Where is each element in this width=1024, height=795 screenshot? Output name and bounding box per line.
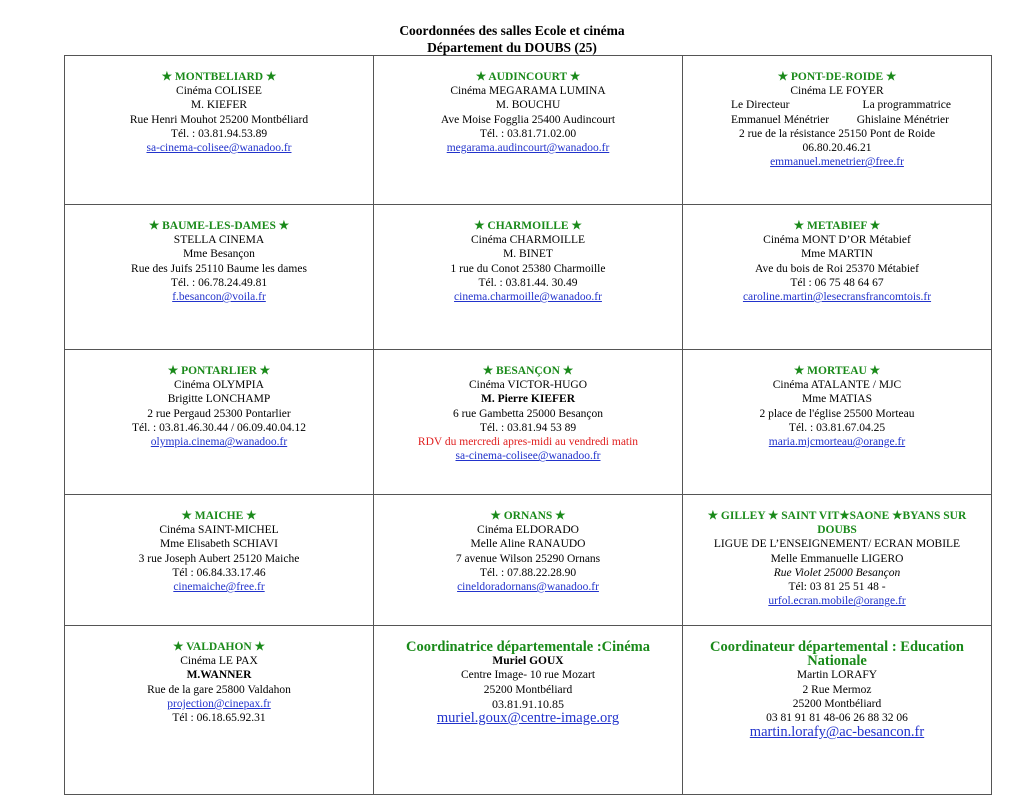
cell-baume-les-dames bbox=[65, 205, 374, 350]
cell-charmoille bbox=[374, 205, 683, 350]
coordinator-name: Muriel GOUX bbox=[492, 655, 564, 668]
contact-name: Mme MARTIN bbox=[801, 248, 873, 261]
cinema-table bbox=[64, 55, 992, 795]
address: 1 rue du Conot 25380 Charmoille bbox=[450, 262, 606, 275]
address: Rue de la gare 25800 Valdahon bbox=[147, 683, 291, 696]
title-line-2: Département du DOUBS (25) bbox=[427, 40, 597, 55]
cell-valdahon bbox=[65, 626, 374, 795]
table-row bbox=[65, 495, 992, 626]
appointment-note: RDV du mercredi apres-midi au vendredi matin bbox=[417, 436, 639, 449]
city-heading: ★ MORTEAU ★ bbox=[793, 365, 881, 377]
cell-audincourt bbox=[374, 56, 683, 205]
email-link[interactable]: cineldoradornans@wanadoo.fr bbox=[457, 581, 599, 594]
address: Rue des Juifs 25110 Baume les dames bbox=[131, 262, 307, 275]
city-heading: ★ AUDINCOURT ★ bbox=[475, 71, 581, 83]
email-link[interactable]: sa-cinema-colisee@wanadoo.fr bbox=[146, 142, 292, 155]
city-heading: ★ BESANÇON ★ bbox=[482, 365, 574, 377]
cell-pontarlier bbox=[65, 350, 374, 495]
city-heading: ★ CHARMOILLE ★ bbox=[474, 220, 582, 232]
phone: Tél. : 03.81.71.02.00 bbox=[479, 127, 577, 140]
contact-names-row bbox=[687, 113, 987, 127]
cinema-name: Cinéma CHARMOILLE bbox=[470, 234, 586, 247]
email-link[interactable]: cinema.charmoille@wanadoo.fr bbox=[454, 291, 602, 304]
address: Ave Moise Fogglia 25400 Audincourt bbox=[440, 113, 616, 126]
city-heading: ★ METABIEF ★ bbox=[793, 220, 881, 232]
contact-name: Mme Elisabeth SCHIAVI bbox=[160, 538, 278, 551]
email-link[interactable]: martin.lorafy@ac-besancon.fr bbox=[749, 724, 925, 741]
phone: Tél. : 06.78.24.49.81 bbox=[170, 276, 268, 289]
contact-name: Brigitte LONCHAMP bbox=[167, 393, 271, 406]
address: 2 Rue Mermoz bbox=[802, 683, 872, 696]
phone: 03 81 91 81 48-06 26 88 32 06 bbox=[766, 712, 908, 725]
contact-name: M.WANNER bbox=[186, 669, 252, 682]
contact-name: M. BINET bbox=[503, 248, 553, 261]
contact-name: Mme Besançon bbox=[183, 248, 255, 261]
table-row bbox=[65, 205, 992, 350]
title-line-1: Coordonnées des salles Ecole et cinéma bbox=[399, 23, 625, 38]
email-link[interactable]: f.besancon@voila.fr bbox=[172, 291, 266, 304]
email-link[interactable]: cinemaiche@free.fr bbox=[173, 581, 265, 594]
phone: Tél. : 03.81.67.04.25 bbox=[788, 421, 886, 434]
cinema-name: Cinéma MONT D’OR Métabief bbox=[763, 234, 911, 247]
email-link[interactable]: urfol.ecran.mobile@orange.fr bbox=[768, 595, 906, 608]
address: 6 rue Gambetta 25000 Besançon bbox=[452, 407, 604, 420]
phone: 03.81.91.10.85 bbox=[492, 696, 564, 711]
cell-besancon bbox=[374, 350, 683, 495]
postal-city: 25200 Montbéliard bbox=[483, 683, 573, 696]
cinema-name: Cinéma LE FOYER bbox=[790, 85, 884, 98]
contact-name: M. BOUCHU bbox=[495, 99, 561, 112]
city-heading: ★ MONTBELIARD ★ bbox=[161, 71, 277, 83]
cinema-name: Cinéma VICTOR-HUGO bbox=[468, 379, 588, 392]
cell-metabief bbox=[683, 205, 992, 350]
address: Rue Henri Mouhot 25200 Montbéliard bbox=[129, 113, 309, 126]
phone: Tél. : 03.81.94 53 89 bbox=[479, 421, 577, 434]
city-heading: ★ VALDAHON ★ bbox=[173, 641, 265, 653]
phone: Tél : 06 75 48 64 67 bbox=[790, 276, 884, 289]
phone: Tél. : 03.81.44. 30.49 bbox=[478, 276, 578, 289]
cinema-name: Cinéma ELDORADO bbox=[477, 524, 579, 537]
cinema-name: Cinéma OLYMPIA bbox=[174, 379, 264, 392]
contact-roles-row bbox=[687, 98, 987, 112]
cinema-name: Cinéma COLISEE bbox=[176, 85, 262, 98]
table-row bbox=[65, 626, 992, 795]
city-heading: ★ PONTARLIER ★ bbox=[167, 365, 271, 377]
cell-coordinateur-education bbox=[683, 626, 992, 795]
phone: Tél. : 03.81.46.30.44 / 06.09.40.04.12 bbox=[131, 421, 307, 434]
coordinator-heading: Coordinateur départemental : Education Nationale bbox=[710, 639, 964, 670]
document-title bbox=[0, 22, 1024, 56]
phone: Tél : 06.18.65.92.31 bbox=[172, 712, 266, 725]
cinema-name: Cinéma LE PAX bbox=[180, 655, 258, 668]
coordinator-name: Martin LORAFY bbox=[796, 669, 878, 682]
contact-name: Melle Emmanuelle LIGERO bbox=[770, 552, 904, 565]
cell-ornans bbox=[374, 495, 683, 626]
cinema-name: STELLA CINEMA bbox=[173, 234, 265, 247]
address: Rue Violet 25000 Besançon bbox=[773, 566, 901, 579]
phone: Tél : 06.84.33.17.46 bbox=[172, 566, 266, 579]
role-right: La programmatrice bbox=[862, 99, 951, 112]
city-heading: ★ MAICHE ★ bbox=[181, 510, 257, 522]
cell-gilley-saint-vit-byans bbox=[683, 495, 992, 626]
phone: 06.80.20.46.21 bbox=[802, 142, 872, 155]
email-link[interactable]: maria.mjcmorteau@orange.fr bbox=[768, 436, 906, 449]
cinema-name: Cinéma MEGARAMA LUMINA bbox=[450, 85, 606, 98]
email-link[interactable]: projection@cinepax.fr bbox=[167, 697, 271, 710]
cell-morteau bbox=[683, 350, 992, 495]
role-left: Le Directeur bbox=[731, 99, 790, 112]
contact-name: Melle Aline RANAUDO bbox=[470, 538, 586, 551]
phone: Tél. : 03.81.94.53.89 bbox=[170, 127, 268, 140]
contact-right: Ghislaine Ménétrier bbox=[856, 113, 949, 126]
email-link[interactable]: emmanuel.menetrier@free.fr bbox=[770, 156, 904, 169]
city-heading: ★ PONT-DE-ROIDE ★ bbox=[777, 71, 897, 83]
contact-name: Mme MATIAS bbox=[802, 393, 872, 406]
organisation-name: LIGUE DE L’ENSEIGNEMENT/ ECRAN MOBILE bbox=[713, 538, 961, 551]
phone: Tél: 03 81 25 51 48 - bbox=[788, 581, 886, 594]
address: Ave du bois de Roi 25370 Métabief bbox=[755, 262, 919, 275]
table-row bbox=[65, 350, 992, 495]
email-link[interactable]: muriel.goux@centre-image.org bbox=[436, 710, 620, 727]
address: 2 rue Pergaud 25300 Pontarlier bbox=[147, 407, 291, 420]
cell-coordinatrice-cinema bbox=[374, 626, 683, 795]
contact-left: Emmanuel Ménétrier bbox=[731, 113, 830, 126]
cell-pont-de-roide bbox=[683, 56, 992, 205]
city-heading: ★ GILLEY ★ SAINT VIT★SAONE ★BYANS SUR DOUBS bbox=[707, 510, 967, 537]
cinema-name: Cinéma ATALANTE / MJC bbox=[772, 379, 902, 392]
address: 3 rue Joseph Aubert 25120 Maiche bbox=[138, 552, 300, 565]
contact-name: M. Pierre KIEFER bbox=[481, 393, 575, 406]
email-link[interactable]: sa-cinema-colisee@wanadoo.fr bbox=[455, 450, 601, 463]
address: 2 rue de la résistance 25150 Pont de Roide bbox=[738, 127, 936, 140]
city-heading: ★ BAUME-LES-DAMES ★ bbox=[148, 220, 290, 232]
contact-name: M. KIEFER bbox=[190, 99, 248, 112]
address: 7 avenue Wilson 25290 Ornans bbox=[455, 552, 601, 565]
table-row bbox=[65, 56, 992, 205]
email-link[interactable]: olympia.cinema@wanadoo.fr bbox=[150, 436, 288, 449]
city-heading: ★ ORNANS ★ bbox=[490, 510, 566, 522]
email-link[interactable]: caroline.martin@lesecransfrancomtois.fr bbox=[742, 291, 932, 304]
cell-maiche bbox=[65, 495, 374, 626]
address: 2 place de l'église 25500 Morteau bbox=[759, 407, 915, 420]
phone: Tél. : 07.88.22.28.90 bbox=[479, 566, 577, 579]
email-link[interactable]: megarama.audincourt@wanadoo.fr bbox=[446, 142, 610, 155]
address: Centre Image- 10 rue Mozart bbox=[460, 669, 596, 682]
cinema-name: Cinéma SAINT-MICHEL bbox=[159, 524, 279, 537]
coordinator-heading: Coordinatrice départementale :Cinéma bbox=[405, 639, 651, 655]
cell-montbeliard bbox=[65, 56, 374, 205]
postal-city: 25200 Montbéliard bbox=[792, 697, 882, 710]
